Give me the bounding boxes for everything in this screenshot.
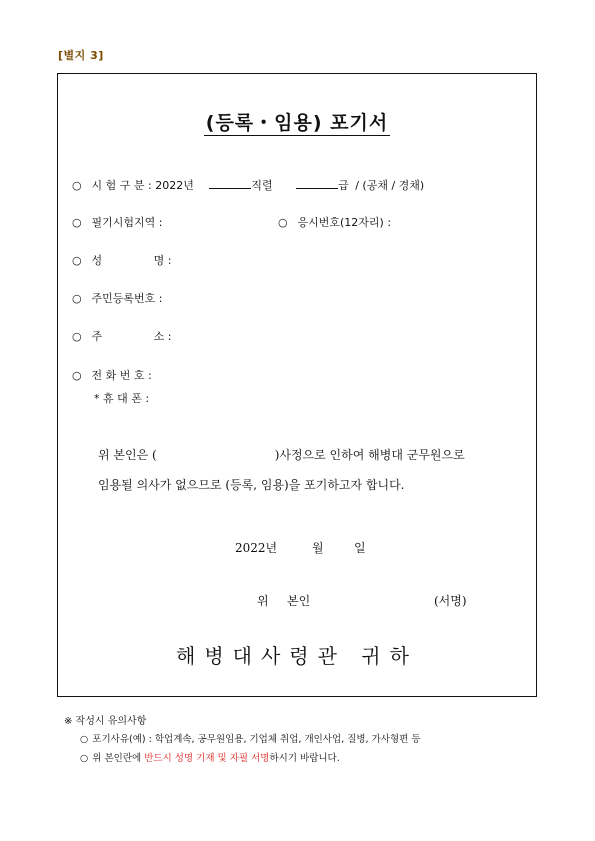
bullet-icon: ○ [72,330,82,343]
address-label-first: 주 [91,330,103,343]
job-series-field[interactable] [209,178,251,189]
statement-part-2: )사정으로 인하여 해병대 군무원으로 [274,448,465,462]
signature-person: 본인 [287,594,311,608]
bullet-icon: ○ [80,753,89,764]
exam-year: 2022년 [155,179,194,192]
mobile-label: * 휴 대 폰 : [94,392,150,405]
date-year: 2022년 [235,541,278,555]
statement-line-1 [98,446,465,463]
address-row [72,328,171,344]
bullet-icon: ○ [72,179,82,192]
form-title [58,108,536,135]
exam-number-row [278,214,391,230]
date-day: 일 [354,541,366,555]
bullet-icon: ○ [278,216,288,229]
bullet-icon: ○ [80,734,89,745]
signature-label: (서명) [434,594,467,608]
phone-label: 전 화 번 호 : [91,369,152,382]
bullet-icon: ○ [72,254,82,267]
renunciation-form [57,73,537,697]
note-item-2-part-1: 위 본인란에 [92,753,142,764]
attachment-label: [별지 3] [58,49,104,62]
name-row [72,252,171,268]
job-series-suffix: 직렬 [251,179,273,192]
exam-number-label: 응시번호(12자리) : [297,216,392,229]
addressee: 해병대사령관 귀하 [176,644,418,668]
note-item-1-text: 포기사유(예) : 학업계속, 공무원임용, 기업체 취업, 개인사업, 질병, 가사형편 등 [92,734,421,745]
grade-suffix: 급 [338,179,349,192]
statement-part-1: 위 본인은 ( [98,448,157,462]
region-label: 필기시험지역 : [91,216,163,229]
grade-field[interactable] [296,178,338,189]
name-label-second: 명 : [153,254,172,267]
exam-category-row [72,177,424,193]
resident-number-label: 주민등록번호 : [91,292,163,305]
form-title-text: (등록・임용) 포기서 [205,112,389,134]
note-item-2-highlight: 반드시 성명 기재 및 자필 서명 [144,753,270,764]
signature-above: 위 [257,594,269,608]
bullet-icon: ○ [72,216,82,229]
date-month: 월 [312,541,324,555]
resident-number-row [72,290,162,306]
mobile-row [94,390,149,406]
note-item-2 [80,750,340,764]
exam-type-options: / (공채 / 경채) [355,179,425,192]
statement-line-2: 임용될 의사가 없으므로 (등록, 임용)을 포기하고자 합니다. [98,478,405,492]
notes-heading: ※ 작성시 유의사항 [64,716,147,727]
note-item-2-part-2: 하시기 바랍니다. [269,753,340,764]
name-label-first: 성 [91,254,103,267]
note-item-1 [80,731,421,745]
phone-row [72,367,152,383]
address-label-second: 소 : [153,330,172,343]
bullet-icon: ○ [72,369,82,382]
region-row [72,214,162,230]
bullet-icon: ○ [72,292,82,305]
exam-category-label: 시 험 구 분 : [91,179,152,192]
